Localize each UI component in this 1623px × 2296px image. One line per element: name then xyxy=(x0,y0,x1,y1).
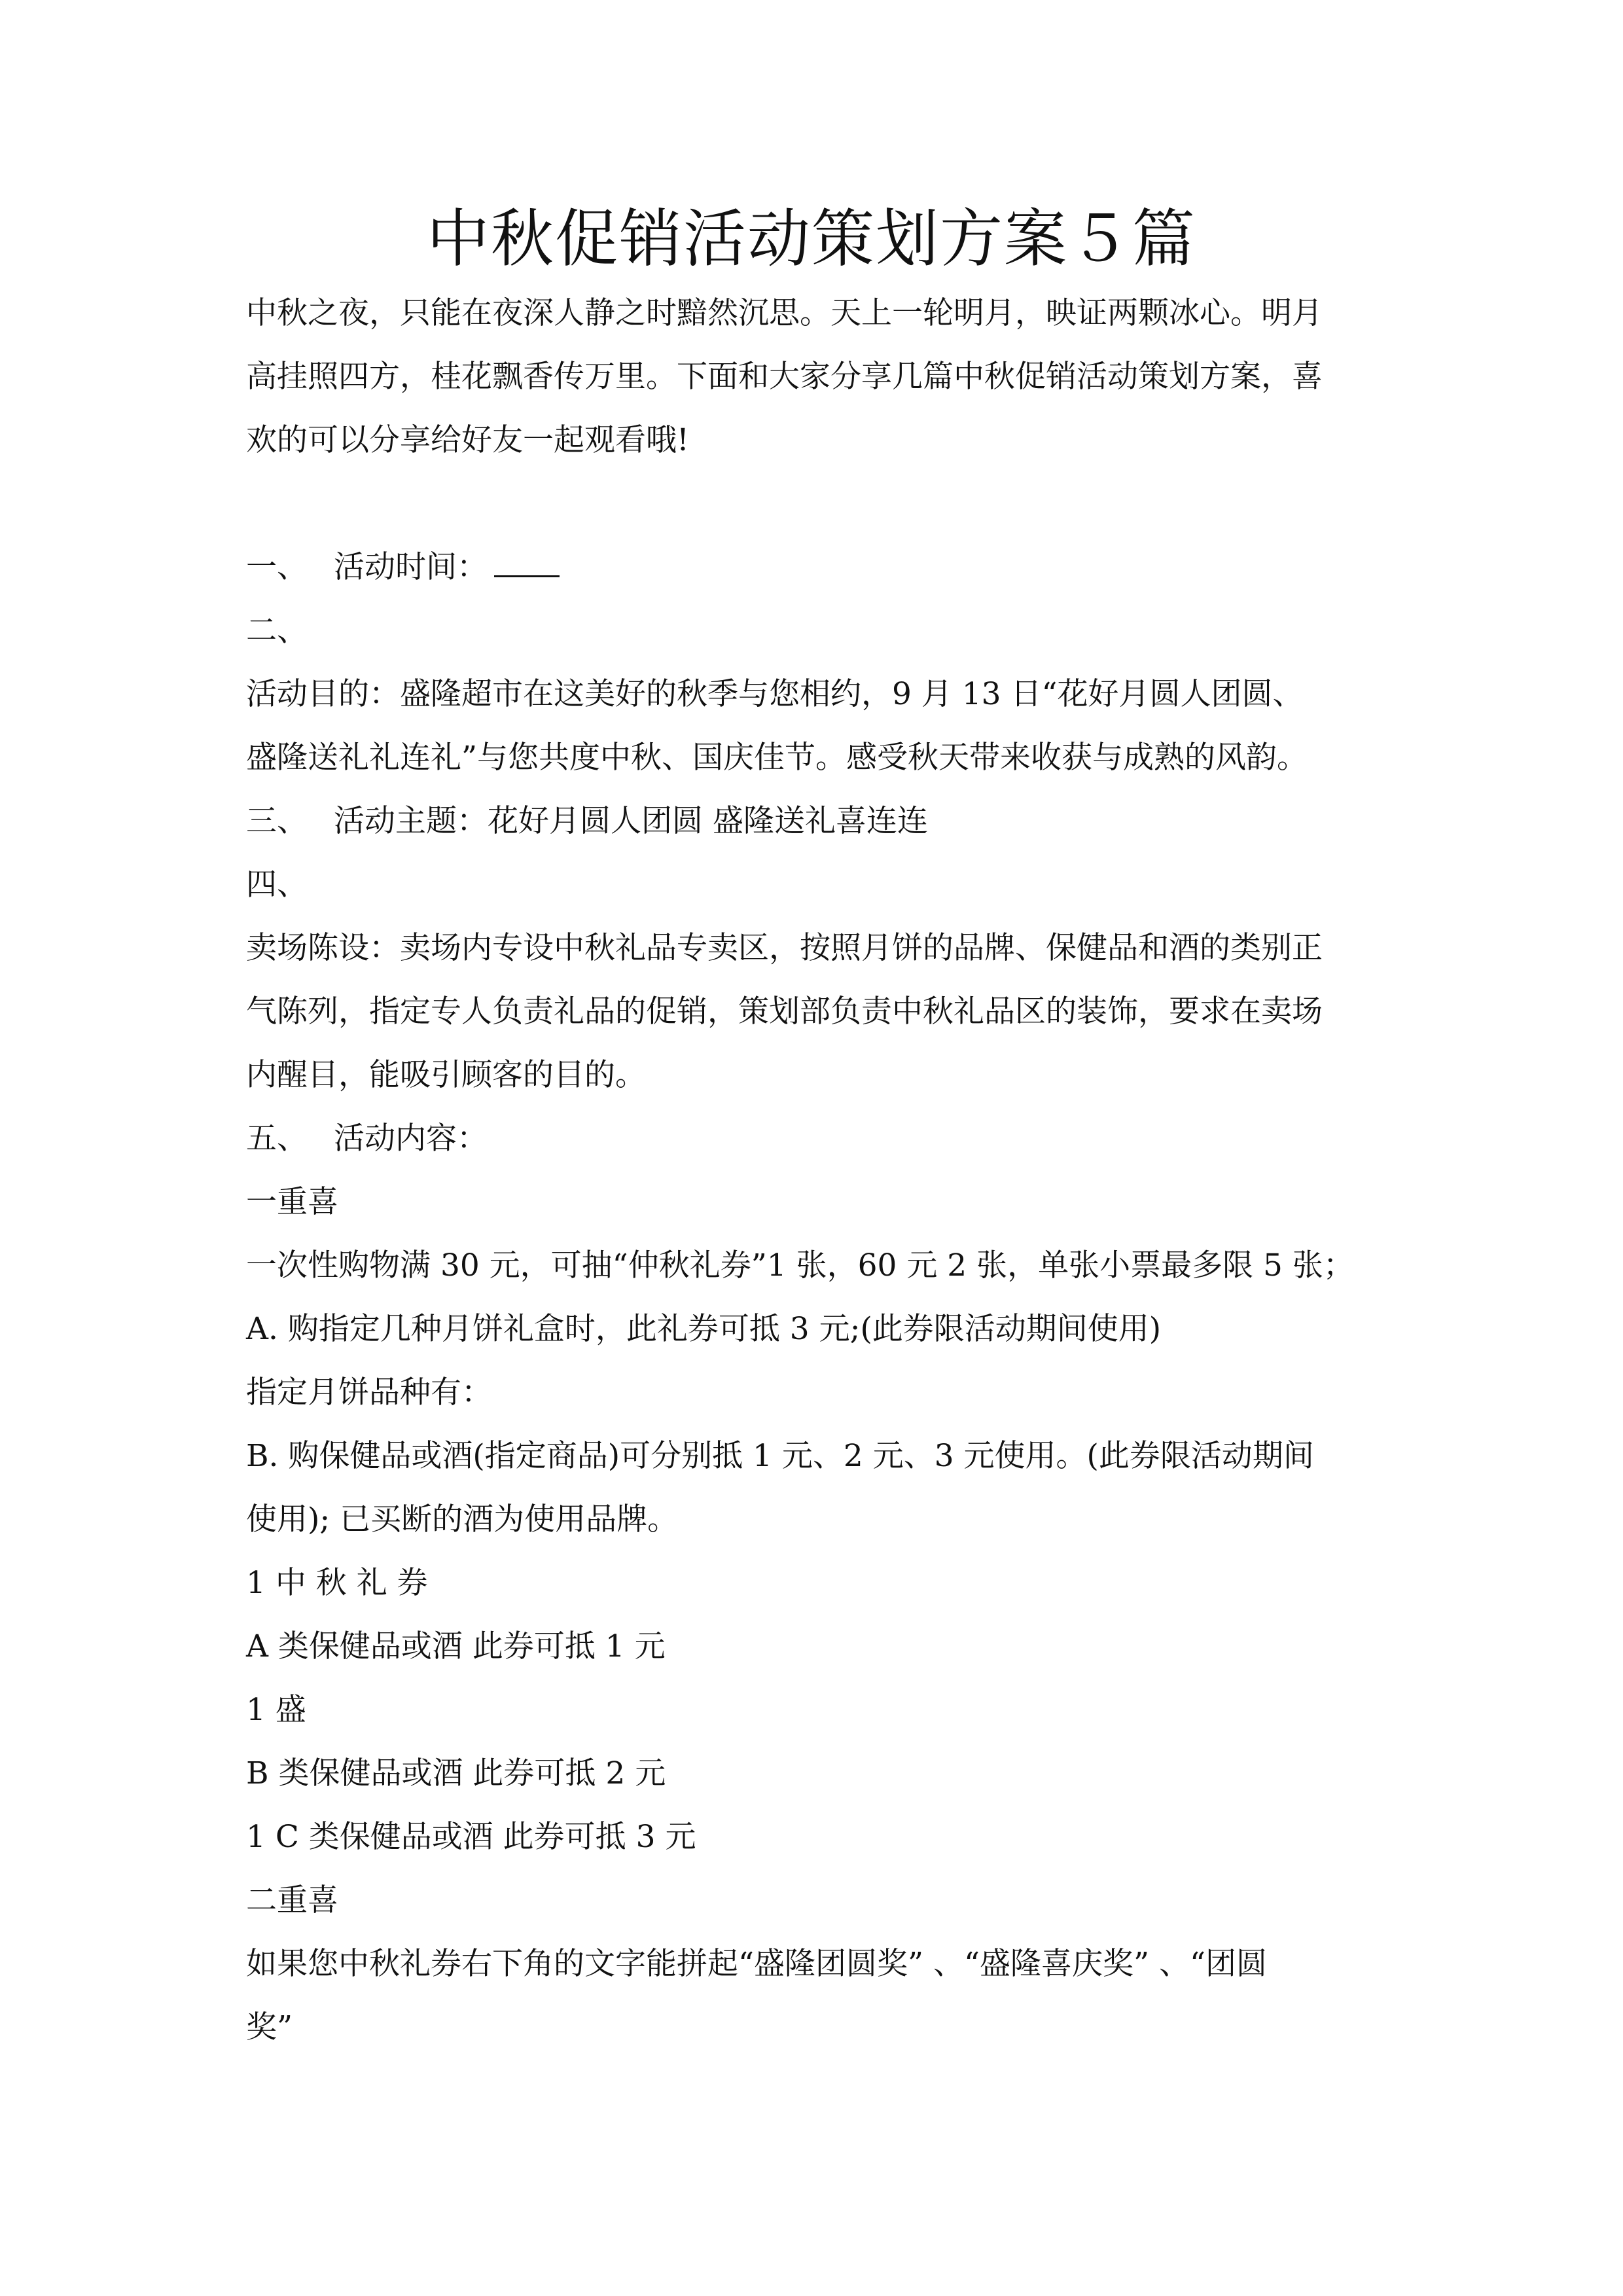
section-2-number: 二、 xyxy=(246,613,308,649)
joy-1-line-1: 一次性购物满 30 元，可抽“仲秋礼券”1 张，60 元 2 张，单张小票最多限 5 张； xyxy=(246,1247,1354,1283)
section-4-number: 四、 xyxy=(246,867,308,903)
section-3-number: 三、 xyxy=(246,803,308,839)
coupon-line-a: A 类保健品或酒 此券可抵 1 元 xyxy=(246,1628,666,1664)
joy-1-line-4: B. 购保健品或酒(指定商品)可分别抵 1 元、2 元、3 元使用。(此券限活动期间 xyxy=(246,1438,1314,1474)
coupon-line-sheng: 1 盛 xyxy=(246,1692,306,1728)
document-body xyxy=(246,281,1398,2114)
activity-time-blank xyxy=(494,549,560,577)
section-3-text: 活动主题：花好月圆人团圆 盛隆送礼喜连连 xyxy=(334,803,928,839)
section-2-line-1: 活动目的：盛隆超市在这美好的秋季与您相约，9 月 13 日“花好月圆人团圆、 xyxy=(246,676,1304,712)
intro-line-2: 高挂照四方，桂花飘香传万里。下面和大家分享几篇中秋促销活动策划方案，喜 xyxy=(246,359,1323,395)
joy-1-title: 一重喜 xyxy=(246,1184,338,1220)
section-3-heading xyxy=(246,789,928,853)
intro-line-3: 欢的可以分享给好友一起观看哦! xyxy=(246,422,689,458)
section-1-number: 一、 xyxy=(246,549,308,585)
coupon-title: 1 中 秋 礼 券 xyxy=(246,1565,428,1601)
section-4-line-3: 内醒目，能吸引顾客的目的。 xyxy=(246,1057,646,1093)
coupon-line-b: B 类保健品或酒 此券可抵 2 元 xyxy=(246,1755,666,1791)
joy-2-line-1: 如果您中秋礼券右下角的文字能拼起“盛隆团圆奖” 、“盛隆喜庆奖” 、“团圆 xyxy=(246,1946,1268,1982)
section-1-heading xyxy=(246,535,560,599)
section-4-line-1: 卖场陈设：卖场内专设中秋礼品专卖区，按照月饼的品牌、保健品和酒的类别正 xyxy=(246,930,1323,966)
joy-1-line-2: A. 购指定几种月饼礼盒时，此礼券可抵 3 元;(此券限活动期间使用) xyxy=(246,1311,1162,1347)
joy-1-line-3: 指定月饼品种有： xyxy=(246,1374,492,1410)
joy-2-line-2: 奖” xyxy=(246,2009,293,2045)
document-title: 中秋促销活动策划方案５篇 xyxy=(427,202,1196,276)
section-5-heading xyxy=(246,1107,488,1170)
section-4-line-2: 气陈列，指定专人负责礼品的促销，策划部负责中秋礼品区的装饰，要求在卖场 xyxy=(246,994,1323,1030)
intro-line-1: 中秋之夜，只能在夜深人静之时黯然沉思。天上一轮明月，映证两颗冰心。明月 xyxy=(246,295,1323,331)
section-5-number: 五、 xyxy=(246,1121,308,1157)
joy-1-line-5: 使用); 已买断的酒为使用品牌。 xyxy=(246,1501,679,1537)
coupon-line-c: 1 C 类保健品或酒 此券可抵 3 元 xyxy=(246,1819,696,1855)
section-2-line-2: 盛隆送礼礼连礼”与您共度中秋、国庆佳节。感受秋天带来收获与成熟的风韵。 xyxy=(246,740,1308,776)
section-1-label: 活动时间： xyxy=(334,549,488,585)
section-5-label: 活动内容： xyxy=(334,1121,488,1157)
joy-2-title: 二重喜 xyxy=(246,1882,338,1918)
